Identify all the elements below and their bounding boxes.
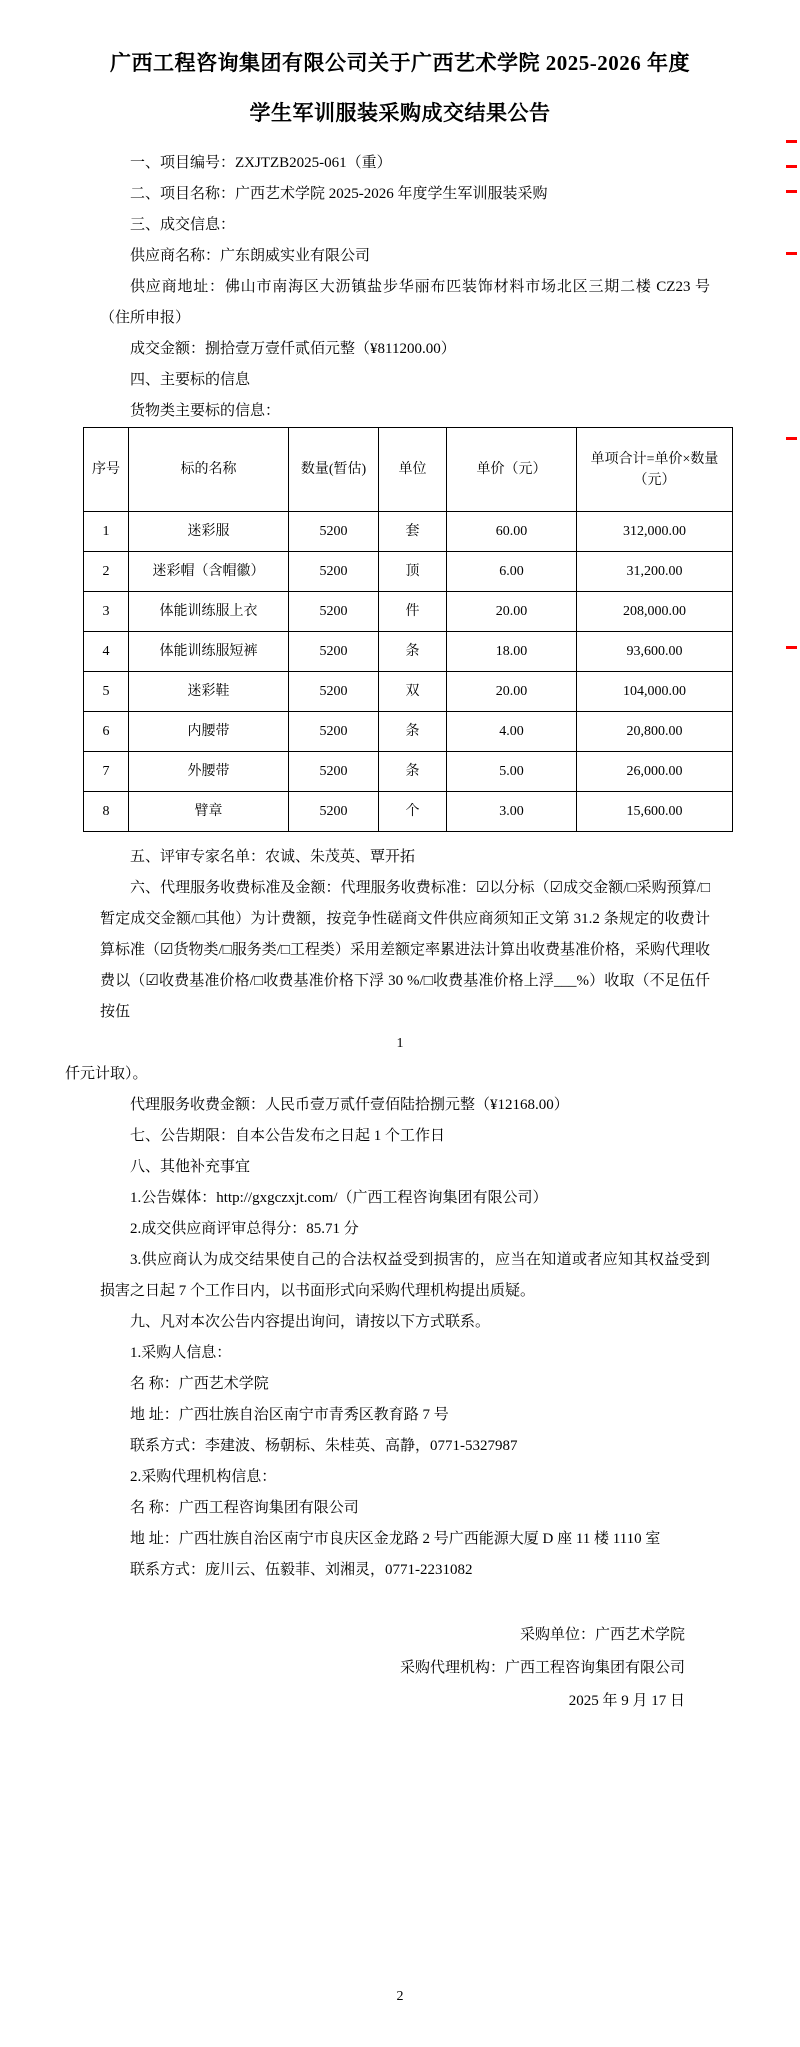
table-cell: 5200 <box>289 792 379 832</box>
table-cell: 31,200.00 <box>577 552 733 592</box>
para-other-matters-heading: 八、其他补充事宜 <box>130 1159 251 1175</box>
table-cell: 3.00 <box>447 792 577 832</box>
table-cell: 个 <box>379 792 447 832</box>
para-agency-fee-standard-cont: 仟元计取）。 <box>65 1066 148 1082</box>
signature-block <box>65 1619 735 1718</box>
table-cell: 迷彩帽（含帽徽） <box>129 552 289 592</box>
table-row <box>84 632 733 672</box>
para-purchaser-heading: 1.采购人信息： <box>130 1345 232 1361</box>
table-cell: 18.00 <box>447 632 577 672</box>
table-cell: 26,000.00 <box>577 752 733 792</box>
table-cell: 93,600.00 <box>577 632 733 672</box>
table-cell: 5 <box>84 672 129 712</box>
table-cell: 20.00 <box>447 592 577 632</box>
table-cell: 5200 <box>289 552 379 592</box>
table-cell: 5200 <box>289 672 379 712</box>
table-header-unit-price: 单价（元） <box>447 428 577 512</box>
document-title <box>65 38 735 138</box>
para-purchaser-name: 名 称：广西艺术学院 <box>130 1376 269 1392</box>
table-cell: 顶 <box>379 552 447 592</box>
para-score: 2.成交供应商评审总得分：85.71 分 <box>130 1221 359 1237</box>
table-cell: 外腰带 <box>129 752 289 792</box>
para-announcement-period: 七、公告期限：自本公告发布之日起 1 个工作日 <box>130 1128 446 1144</box>
table-cell: 15,600.00 <box>577 792 733 832</box>
table-row <box>84 512 733 552</box>
table-cell: 2 <box>84 552 129 592</box>
para-objection: 3.供应商认为成交结果使自己的合法权益受到损害的，应当在知道或者应知其权益受到损害之日起 7 个工作日内，以书面形式向采购代理机构提出质疑。 <box>100 1252 710 1299</box>
goods-table-header-row <box>84 428 733 512</box>
revision-mark <box>786 437 797 440</box>
table-cell: 5.00 <box>447 752 577 792</box>
table-row <box>84 792 733 832</box>
signature-purchaser: 采购单位：广西艺术学院 <box>519 1627 685 1643</box>
table-cell: 20.00 <box>447 672 577 712</box>
para-supplier-address: 供应商地址：佛山市南海区大沥镇盐步华丽布匹装饰材料市场北区三期二楼 CZ23 号（住所申报） <box>100 279 710 326</box>
table-header-unit: 单位 <box>379 428 447 512</box>
revision-mark <box>786 165 797 168</box>
para-agency-heading: 2.采购代理机构信息： <box>130 1469 277 1485</box>
signature-agency: 采购代理机构：广西工程咨询集团有限公司 <box>399 1660 685 1676</box>
table-row <box>84 752 733 792</box>
table-cell: 7 <box>84 752 129 792</box>
para-contact-heading: 九、凡对本次公告内容提出询问，请按以下方式联系。 <box>130 1314 491 1330</box>
para-experts: 五、评审专家名单：农诚、朱茂英、覃开拓 <box>130 849 416 865</box>
table-row <box>84 672 733 712</box>
table-cell: 5200 <box>289 592 379 632</box>
revision-mark <box>786 140 797 143</box>
document-body <box>65 148 735 1586</box>
para-project-name: 二、项目名称：广西艺术学院 2025-2026 年度学生军训服装采购 <box>130 186 548 202</box>
para-main-subject-heading: 四、主要标的信息 <box>130 372 251 388</box>
table-cell: 312,000.00 <box>577 512 733 552</box>
table-cell: 迷彩服 <box>129 512 289 552</box>
para-purchaser-address: 地 址：广西壮族自治区南宁市青秀区教育路 7 号 <box>130 1407 449 1423</box>
revision-mark <box>786 646 797 649</box>
table-cell: 5200 <box>289 752 379 792</box>
document-title-line-2: 学生军训服装采购成交结果公告 <box>249 101 551 125</box>
table-cell: 8 <box>84 792 129 832</box>
table-cell: 臂章 <box>129 792 289 832</box>
table-cell: 4.00 <box>447 712 577 752</box>
document-title-line-1: 广西工程咨询集团有限公司关于广西艺术学院 2025-2026 年度 <box>110 51 690 75</box>
table-cell: 内腰带 <box>129 712 289 752</box>
para-media: 1.公告媒体：http://gxgczxjt.com/（广西工程咨询集团有限公司） <box>130 1190 548 1206</box>
table-cell: 5200 <box>289 512 379 552</box>
table-cell: 件 <box>379 592 447 632</box>
table-cell: 3 <box>84 592 129 632</box>
revision-mark <box>786 190 797 193</box>
table-cell: 4 <box>84 632 129 672</box>
table-row <box>84 552 733 592</box>
page2-number: 2 <box>396 1989 404 2004</box>
table-header-subtotal: 单项合计=单价×数量（元） <box>577 428 733 512</box>
table-cell: 6 <box>84 712 129 752</box>
table-cell: 体能训练服短裤 <box>129 632 289 672</box>
revision-mark <box>786 252 797 255</box>
table-cell: 5200 <box>289 712 379 752</box>
table-cell: 条 <box>379 712 447 752</box>
para-agency-contact: 联系方式：庞川云、伍毅菲、刘湘灵，0771-2231082 <box>130 1562 473 1578</box>
table-cell: 104,000.00 <box>577 672 733 712</box>
para-supplier-name: 供应商名称：广东朗威实业有限公司 <box>130 248 371 264</box>
table-header-item-name: 标的名称 <box>129 428 289 512</box>
table-cell: 1 <box>84 512 129 552</box>
para-agency-name: 名 称：广西工程咨询集团有限公司 <box>130 1500 359 1516</box>
table-cell: 迷彩鞋 <box>129 672 289 712</box>
table-cell: 套 <box>379 512 447 552</box>
para-agency-address: 地 址：广西壮族自治区南宁市良庆区金龙路 2 号广西能源大厦 D 座 11 楼 1110 室 <box>130 1531 661 1547</box>
para-project-number: 一、项目编号：ZXJTZB2025-061（重） <box>130 155 392 171</box>
para-agency-fee-standard: 六、代理服务收费标准及金额：代理服务收费标准：☑以分标（☑成交金额/□采购预算/□暂定成交金额/□其他）为计费额，按竞争性磋商文件供应商须知正文第 31.2 条规定的收费计算标准（☑货物类/□服务类/□工程类）采用差额定率累进法计算出收费基准价格，采购代理收费以（☑收费基准价格/□收费基准价格下浮 30 %/□收费基准价格上浮___%）收取（不足伍仟按伍 <box>100 880 710 1020</box>
table-cell: 条 <box>379 632 447 672</box>
para-goods-info-label: 货物类主要标的信息： <box>130 403 281 419</box>
table-cell: 5200 <box>289 632 379 672</box>
table-cell: 60.00 <box>447 512 577 552</box>
table-cell: 条 <box>379 752 447 792</box>
para-agency-fee-amount: 代理服务收费金额：人民币壹万贰仟壹佰陆拾捌元整（¥12168.00） <box>130 1097 569 1113</box>
table-cell: 6.00 <box>447 552 577 592</box>
table-header-quantity: 数量(暂估) <box>289 428 379 512</box>
para-deal-info-heading: 三、成交信息： <box>130 217 236 233</box>
table-cell: 208,000.00 <box>577 592 733 632</box>
goods-table <box>83 427 733 832</box>
page1-number-marker: 1 <box>396 1036 404 1051</box>
table-cell: 双 <box>379 672 447 712</box>
para-purchaser-contact: 联系方式：李建波、杨朝标、朱桂英、高静，0771-5327987 <box>130 1438 518 1454</box>
table-cell: 体能训练服上衣 <box>129 592 289 632</box>
para-deal-amount: 成交金额：捌拾壹万壹仟贰佰元整（¥811200.00） <box>130 341 456 357</box>
table-row <box>84 712 733 752</box>
table-row <box>84 592 733 632</box>
table-cell: 20,800.00 <box>577 712 733 752</box>
signature-date: 2025 年 9 月 17 日 <box>568 1693 685 1709</box>
table-header-seq: 序号 <box>84 428 129 512</box>
